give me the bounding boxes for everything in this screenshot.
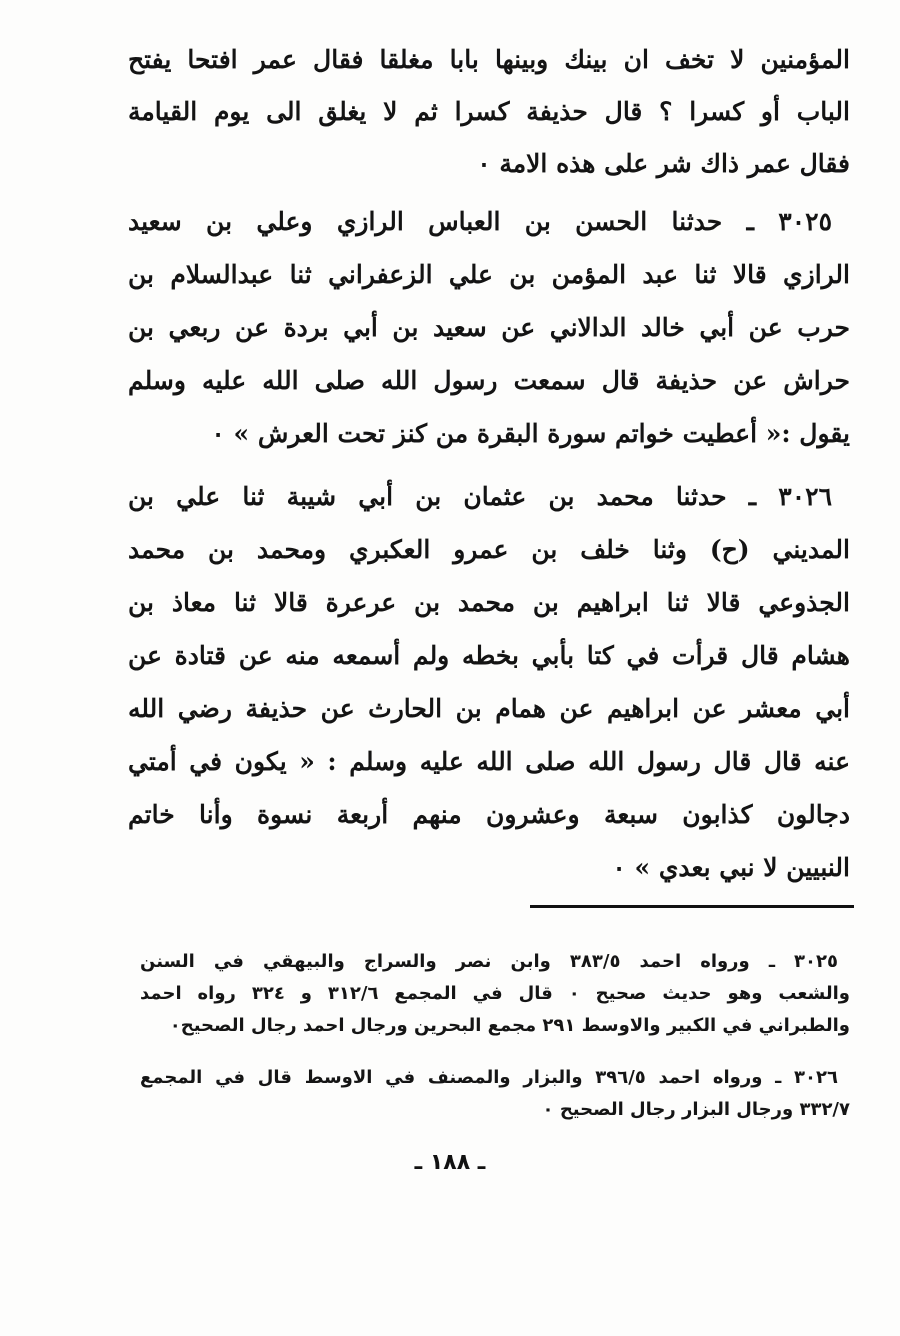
hadith-3025-paragraph xyxy=(128,195,850,460)
footnote-line: والطبراني في الكبير والاوسط ٢٩١ مجمع البحرين ورجال احمد رجال الصحيح٠ xyxy=(169,1015,850,1036)
page-number: ـ ١٨٨ ـ xyxy=(414,1150,486,1175)
text-line: ٣٠٢٥ ـ حدثنا الحسن بن العباس الرازي وعلي بن سعيد xyxy=(128,207,832,236)
text-line: الجذوعي قالا ثنا ابراهيم بن محمد بن عرعرة قالا ثنا معاذ بن xyxy=(128,588,850,617)
text-line: دجالون كذابون سبعة وعشرون منهم أربعة نسوة وأنا خاتم xyxy=(128,800,850,829)
hadith-continuation-paragraph xyxy=(128,34,850,190)
footnote-line: والشعب وهو حديث صحيح ٠ قال في المجمع ٣١٢/٦ و ٣٢٤ رواه احمد xyxy=(140,983,850,1004)
text-line: فقال عمر ذاك شر على هذه الامة ٠ xyxy=(477,149,850,178)
text-line: المديني (ح) وثنا خلف بن عمرو العكبري ومحمد بن محمد xyxy=(128,535,850,564)
text-line: المؤمنين لا تخف ان بينك وبينها بابا مغلقا فقال عمر افتحا يفتح xyxy=(128,45,850,74)
hadith-3026-paragraph xyxy=(128,470,850,894)
text-line: النبيين لا نبي بعدي » ٠ xyxy=(612,853,850,882)
footnote-3025 xyxy=(140,946,850,1042)
text-line: الرازي قالا ثنا عبد المؤمن بن علي الزعفراني ثنا عبدالسلام بن xyxy=(128,260,850,289)
text-line: الباب أو كسرا ؟ قال حذيفة كسرا ثم لا يغلق الى يوم القيامة xyxy=(128,97,850,126)
footnote-line: ٣٠٢٦ ـ ورواه احمد ٣٩٦/٥ والبزار والمصنف في الاوسط قال في المجمع xyxy=(140,1067,838,1088)
text-line: ٣٠٢٦ ـ حدثنا محمد بن عثمان بن أبي شيبة ثنا علي بن xyxy=(128,482,832,511)
text-line: يقول :« أعطيت خواتم سورة البقرة من كنز تحت العرش » ٠ xyxy=(211,419,850,448)
footnote-3026 xyxy=(140,1062,850,1126)
text-line: هشام قال قرأت في كتا بأبي بخطه ولم أسمعه منه عن قتادة عن xyxy=(128,641,850,670)
footnote-line: ٣٣٢/٧ ورجال البزار رجال الصحيح ٠ xyxy=(542,1099,850,1120)
footnote-line: ٣٠٢٥ ـ ورواه احمد ٣٨٣/٥ وابن نصر والسراج والبيهقي في السنن xyxy=(140,951,838,972)
text-line: عنه قال قال رسول الله صلى الله عليه وسلم : « يكون في أمتي xyxy=(128,747,851,776)
text-line: أبي معشر عن ابراهيم عن همام بن الحارث عن حذيفة رضي الله xyxy=(128,694,850,723)
footnote-separator xyxy=(530,905,854,908)
text-line: حراش عن حذيفة قال سمعت رسول الله صلى الله عليه وسلم xyxy=(128,366,850,395)
text-line: حرب عن أبي خالد الدالاني عن سعيد بن أبي بردة عن ربعي بن xyxy=(128,313,850,342)
